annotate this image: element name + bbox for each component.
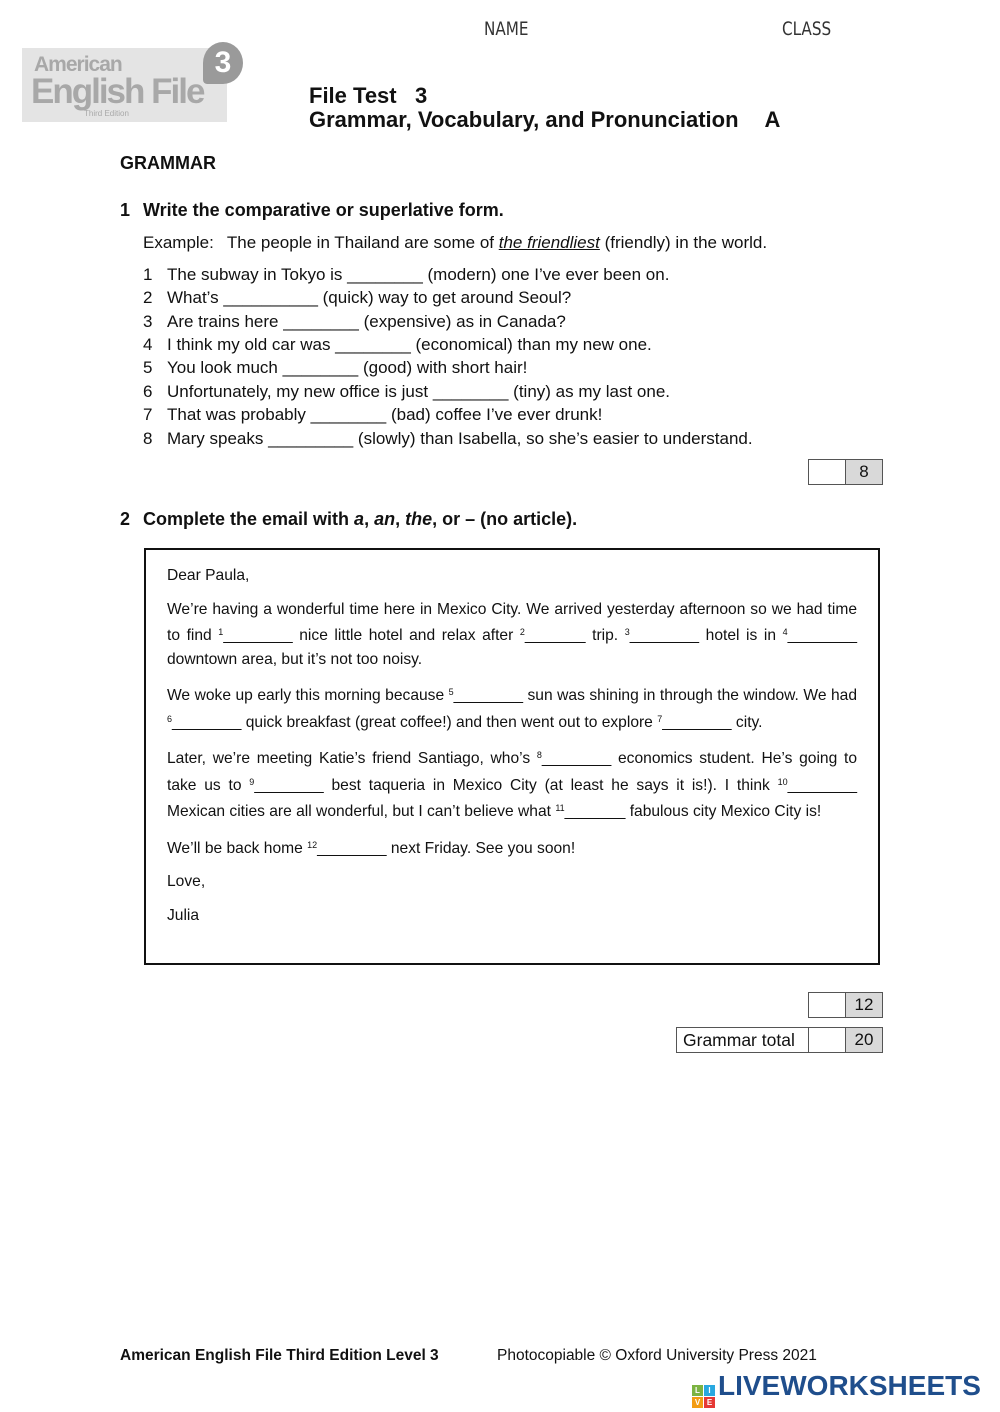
item-number: 4	[143, 335, 153, 354]
text: We’ll be back home	[167, 839, 308, 857]
example-text: The people in Thailand are some of	[226, 233, 499, 252]
subtitle-text: Grammar, Vocabulary, and Pronunciation	[309, 107, 739, 132]
exercise-instruction: Write the comparative or superlative form.	[143, 200, 504, 220]
test-version: A	[764, 107, 781, 132]
gap-number: 3	[624, 627, 630, 637]
liveworksheets-icon: L I V E	[692, 1385, 715, 1408]
item-number: 1	[143, 265, 153, 284]
item-text: Unfortunately, my new office is just ________ (tiny) as my last one.	[167, 382, 671, 401]
gap-number: 2	[519, 627, 525, 637]
liveworksheets-watermark	[692, 1370, 981, 1408]
email-box	[144, 548, 880, 965]
item-text: You look much ________ (good) with short hair!	[167, 358, 528, 377]
question-item[interactable]	[143, 335, 652, 355]
gap-number: 11	[555, 803, 565, 813]
comma: ,	[364, 509, 375, 529]
exercise-1-heading	[120, 200, 504, 221]
grammar-total-value: 20	[846, 1028, 882, 1052]
name-label: NAME	[484, 18, 529, 40]
footer-book-title: American English File Third Edition Level 3	[120, 1347, 439, 1364]
question-item[interactable]	[143, 312, 566, 332]
gap-number: 12	[307, 839, 318, 850]
level-badge: 3	[203, 42, 243, 84]
gap-number: 6	[167, 713, 173, 724]
class-label: CLASS	[782, 18, 832, 40]
item-text: Are trains here ________ (expensive) as in Canada?	[167, 312, 566, 331]
item-text: That was probably ________ (bad) coffee I’ve ever drunk!	[167, 405, 603, 424]
example-sentence	[143, 233, 767, 253]
question-item[interactable]	[143, 382, 670, 402]
email-signature: Julia	[167, 906, 200, 924]
item-number: 3	[143, 312, 153, 331]
gap-number: 4	[782, 627, 788, 637]
exercise-1-score-box	[808, 459, 883, 485]
gap-number: 10	[777, 776, 788, 787]
item-number: 8	[143, 429, 153, 448]
item-text: The subway in Tokyo is ________ (modern) one I’ve ever been on.	[167, 265, 670, 284]
text: Later, we’re meeting Katie’s friend Santiago, who’s	[167, 750, 537, 767]
email-paragraph-4	[167, 834, 857, 861]
item-text: Mary speaks _________ (slowly) than Isabella, so she’s easier to understand.	[167, 429, 753, 448]
item-text: I think my old car was ________ (economical) than my new one.	[167, 335, 652, 354]
gap-text[interactable]: ________ downtown area, but it’s not too noisy.	[167, 627, 857, 668]
watermark-text: LIVEWORKSHEETS	[718, 1370, 981, 1401]
grammar-total-box	[676, 1027, 883, 1053]
gap-number: 1	[218, 627, 224, 637]
gap-text[interactable]: ________ next Friday. See you soon!	[317, 839, 576, 857]
score-input[interactable]	[809, 993, 846, 1017]
instruction-text: Complete the email with	[143, 509, 355, 529]
comma: ,	[395, 509, 406, 529]
example-label: Example:	[143, 233, 214, 252]
american-english-file-logo	[22, 48, 227, 122]
grammar-total-label: Grammar total	[677, 1028, 809, 1052]
question-item[interactable]	[143, 358, 527, 378]
test-subtitle	[309, 107, 780, 133]
item-text: What’s __________ (quick) way to get around Seoul?	[167, 288, 572, 307]
exercise-number: 1	[120, 200, 131, 220]
gap-text[interactable]: ________ Mexican cities are all wonderful, but I can’t believe what	[167, 776, 857, 820]
score-total: 12	[846, 993, 882, 1017]
text: We’re having a wonderful time here in Mexico City. We arrived yesterday afternoon so we had time to find	[167, 600, 857, 644]
item-number: 2	[143, 288, 153, 307]
logo-line3: Third Edition	[84, 109, 129, 118]
gap-text[interactable]: ________ sun was shining in through the window. We had	[453, 687, 857, 704]
gap-text[interactable]: ________ best taqueria in Mexico City (at least he says it is!). I think	[254, 776, 778, 794]
email-paragraph-3	[167, 744, 857, 824]
question-item[interactable]	[143, 429, 753, 449]
item-number: 5	[143, 358, 153, 377]
gap-number: 5	[448, 687, 454, 697]
email-greeting: Dear Paula,	[167, 567, 250, 584]
instruction-text-end: , or – (no article).	[432, 509, 578, 529]
exercise-number: 2	[120, 509, 131, 529]
exercise-2-heading	[120, 509, 577, 530]
exercise-2-score-box	[808, 992, 883, 1018]
email-paragraph-2	[167, 681, 857, 734]
gap-text[interactable]: ________ hotel is in	[629, 627, 783, 644]
file-test-title: File Test 3	[309, 83, 428, 108]
score-total: 8	[846, 460, 882, 484]
example-answer: the friendliest	[498, 233, 600, 252]
question-item[interactable]	[143, 405, 602, 425]
item-number: 6	[143, 382, 153, 401]
gap-number: 9	[249, 776, 255, 787]
gap-text[interactable]: ________ city.	[662, 713, 763, 731]
text: We woke up early this morning because	[167, 687, 449, 704]
logo-line1: American	[34, 53, 122, 76]
article-the: the	[405, 509, 433, 529]
item-number: 7	[143, 405, 153, 424]
article-a: a	[354, 509, 365, 529]
score-input[interactable]	[809, 460, 846, 484]
gap-number: 8	[536, 750, 542, 760]
grammar-total-input[interactable]	[809, 1028, 846, 1052]
article-an: an	[374, 509, 396, 529]
section-heading: GRAMMAR	[120, 153, 216, 173]
question-item[interactable]	[143, 265, 669, 285]
gap-text[interactable]: _______ fabulous city Mexico City is!	[564, 803, 822, 820]
gap-text[interactable]: ________ quick breakfast (great coffee!) and then went out to explore	[172, 713, 658, 731]
email-paragraph-1	[167, 598, 857, 672]
gap-text[interactable]: _______ trip.	[524, 627, 625, 644]
gap-number: 7	[657, 713, 663, 724]
email-closing: Love,	[167, 873, 206, 890]
footer-copyright: Photocopiable © Oxford University Press 2021	[497, 1347, 817, 1364]
gap-text[interactable]: ________ economics student. He’s going to take us to	[167, 750, 858, 794]
logo-line2: English File	[31, 72, 204, 111]
question-item[interactable]	[143, 288, 571, 308]
gap-text[interactable]: ________ nice little hotel and relax after	[223, 627, 520, 644]
example-text-end: (friendly) in the world.	[599, 233, 768, 252]
